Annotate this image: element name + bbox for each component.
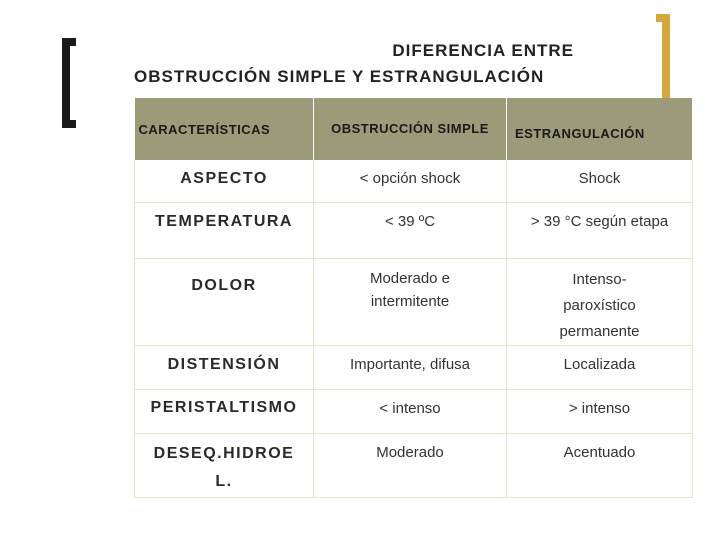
title-line-1: DIFERENCIA ENTRE <box>392 41 574 60</box>
comparison-table <box>134 98 693 498</box>
row-estrangulacion: Acentuado <box>507 433 693 497</box>
title-line-2: OBSTRUCCIÓN SIMPLE Y ESTRANGULACIÓN <box>134 67 545 86</box>
row-estrangulacion: Localizada <box>507 345 693 389</box>
table-header-row <box>135 98 693 160</box>
header-estrangulacion: ESTRANGULACIÓN <box>507 98 693 160</box>
row-obstruccion: Moderado <box>314 433 507 497</box>
right-bracket-decoration <box>656 14 670 108</box>
header-caracteristicas: CARACTERÍSTICAS <box>135 98 314 160</box>
row-feature: ASPECTO <box>135 160 314 202</box>
row-obstruccion: < intenso <box>314 389 507 433</box>
row-obstruccion: Importante, difusa <box>314 345 507 389</box>
row-feature: TEMPERATURA <box>135 202 314 258</box>
row-estrangulacion: Shock <box>507 160 693 202</box>
row-feature: DOLOR <box>135 258 314 345</box>
table-row <box>135 433 693 497</box>
row-estrangulacion: > intenso <box>507 389 693 433</box>
table-row <box>135 160 693 202</box>
row-estrangulacion: > 39 °C según etapa <box>507 202 693 258</box>
header-obstruccion-simple: OBSTRUCCIÓN SIMPLE <box>314 98 507 160</box>
row-obstruccion: < opción shock <box>314 160 507 202</box>
row-obstruccion: < 39 ºC <box>314 202 507 258</box>
row-feature: DESEQ.HIDROEL. <box>135 433 314 497</box>
row-feature: DISTENSIÓN <box>135 345 314 389</box>
table-row <box>135 202 693 258</box>
slide-title <box>134 38 644 90</box>
row-obstruccion: Moderado e intermitente <box>314 258 507 345</box>
table-row <box>135 389 693 433</box>
row-feature: PERISTALTISMO <box>135 389 314 433</box>
row-estrangulacion: Intenso-paroxístico permanente <box>507 258 693 345</box>
table-row <box>135 258 693 345</box>
left-bracket-decoration <box>62 38 76 128</box>
table-row <box>135 345 693 389</box>
